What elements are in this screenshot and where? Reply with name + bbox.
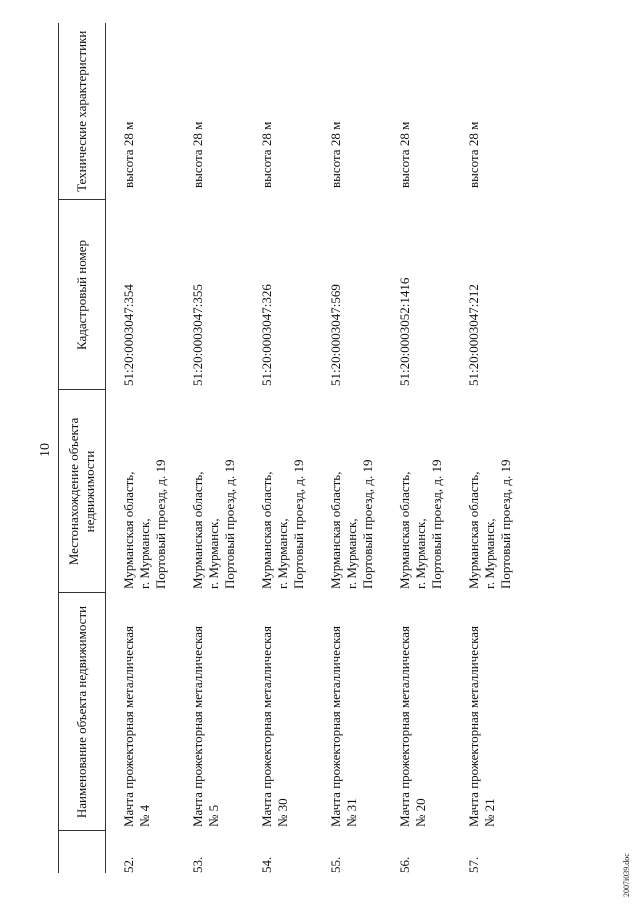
- row-name-cell: [397, 593, 466, 831]
- row-name-cell: [190, 593, 259, 831]
- row-number: 56.: [397, 856, 412, 873]
- row-number: 53.: [190, 856, 205, 873]
- header-name: Наименование объекта недвижимости: [59, 593, 106, 831]
- row-name-cell: [466, 593, 535, 831]
- row-technical-cell: [397, 23, 466, 200]
- row-cadastral-cell: [466, 200, 535, 390]
- row-name-cell: [106, 593, 191, 831]
- row-name: Мачта прожекторная металлическая № 20: [397, 626, 428, 827]
- row-location: Мурманская область, г. Мурманск, Портовый проезд, д. 19: [190, 459, 237, 589]
- row-name-cell: [259, 593, 328, 831]
- row-cadastral: 51:20:0003047:212: [466, 284, 481, 386]
- table-row: [466, 23, 535, 873]
- row-name: Мачта прожекторная металлическая № 5: [190, 626, 221, 827]
- table-row: [328, 23, 397, 873]
- row-location: Мурманская область, г. Мурманск, Портовый проезд, д. 19: [121, 459, 168, 589]
- row-cadastral-cell: [397, 200, 466, 390]
- page-number: 10: [38, 443, 53, 457]
- table-row: [106, 23, 191, 873]
- property-table: [58, 23, 535, 873]
- header-cadastral: Кадастровый номер: [59, 200, 106, 390]
- table-row: [397, 23, 466, 873]
- row-cadastral-cell: [190, 200, 259, 390]
- row-number: 54.: [259, 856, 274, 873]
- row-location: Мурманская область, г. Мурманск, Портовый проезд, д. 19: [466, 459, 513, 589]
- header-number: [59, 831, 106, 873]
- table-header: [59, 23, 106, 873]
- row-cadastral: 51:20:0003052:1416: [397, 277, 412, 386]
- row-cadastral-cell: [106, 200, 191, 390]
- row-number: 57.: [466, 856, 481, 873]
- row-cadastral-cell: [328, 200, 397, 390]
- row-number: 55.: [328, 856, 343, 873]
- row-location-cell: [466, 390, 535, 593]
- table-row: [259, 23, 328, 873]
- row-cadastral: 51:20:0003047:326: [259, 284, 274, 386]
- row-technical: высота 28 м: [259, 121, 274, 188]
- row-cadastral: 51:20:0003047:569: [328, 284, 343, 386]
- row-location: Мурманская область, г. Мурманск, Портовый проезд, д. 19: [328, 459, 375, 589]
- header-row: [59, 23, 106, 873]
- row-name-cell: [328, 593, 397, 831]
- row-cadastral: 51:20:0003047:354: [121, 284, 136, 386]
- row-location-cell: [397, 390, 466, 593]
- table-body: [106, 23, 536, 873]
- row-technical-cell: [328, 23, 397, 200]
- row-technical: высота 28 м: [397, 121, 412, 188]
- row-name: Мачта прожекторная металлическая № 31: [328, 626, 359, 827]
- row-location: Мурманская область, г. Мурманск, Портовый проезд, д. 19: [397, 459, 444, 589]
- row-technical-cell: [106, 23, 191, 200]
- row-technical: высота 28 м: [190, 121, 205, 188]
- row-technical: высота 28 м: [121, 121, 136, 188]
- row-technical: высота 28 м: [466, 121, 481, 188]
- row-location-cell: [328, 390, 397, 593]
- header-location: Местонахождение объекта недвижимости: [59, 390, 106, 593]
- row-location: Мурманская область, г. Мурманск, Портовый проезд, д. 19: [259, 459, 306, 589]
- row-location-cell: [259, 390, 328, 593]
- row-cadastral-cell: [259, 200, 328, 390]
- row-number: 52.: [121, 856, 136, 873]
- header-technical: Технические характеристики: [59, 23, 106, 200]
- row-location-cell: [190, 390, 259, 593]
- document-file-code: 2007i039.doc: [622, 853, 631, 897]
- row-technical-cell: [466, 23, 535, 200]
- row-technical-cell: [259, 23, 328, 200]
- row-name: Мачта прожекторная металлическая № 30: [259, 626, 290, 827]
- row-name: Мачта прожекторная металлическая № 21: [466, 626, 497, 827]
- row-technical-cell: [190, 23, 259, 200]
- row-name: Мачта прожекторная металлическая № 4: [121, 626, 152, 827]
- table-row: [190, 23, 259, 873]
- row-cadastral: 51:20:0003047:355: [190, 284, 205, 386]
- row-location-cell: [106, 390, 191, 593]
- row-technical: высота 28 м: [328, 121, 343, 188]
